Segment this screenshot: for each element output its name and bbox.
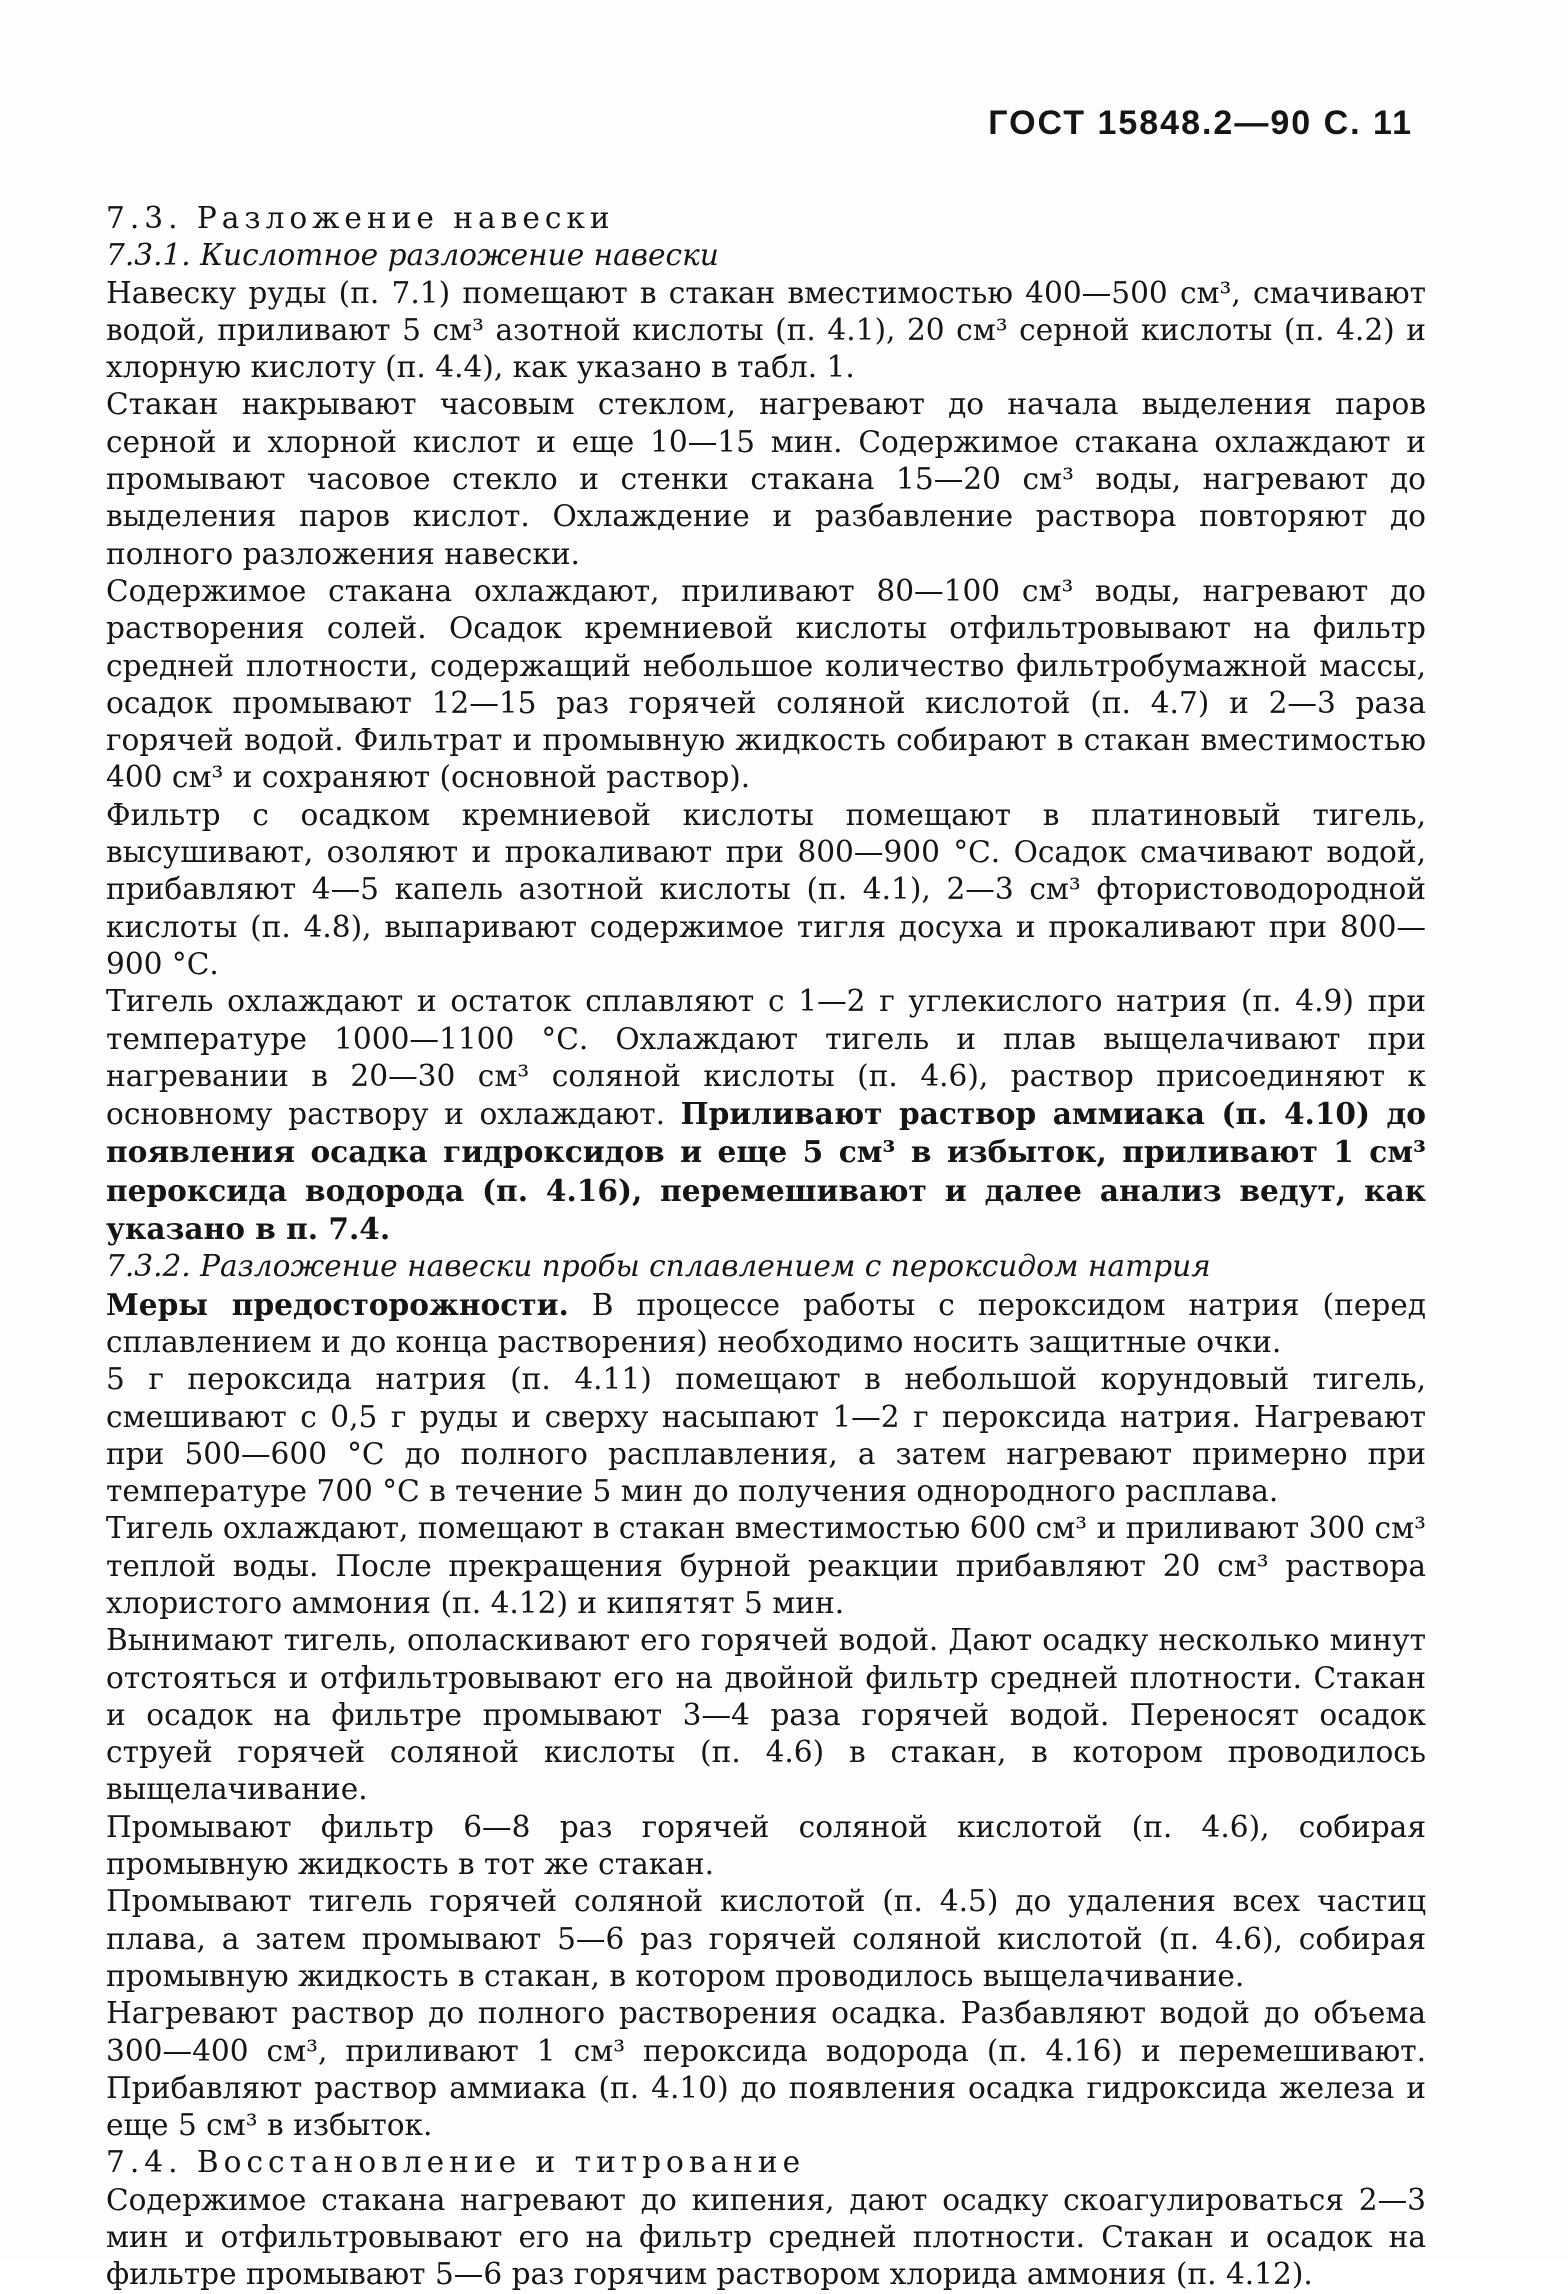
- paragraph-7: 5 г пероксида натрия (п. 4.11) помещают в небольшой корундовый тигель, смешивают с 0,5 г руды и сверху насыпают 1—2 г пероксида натрия. Нагревают при 500—600 °С до полного расплавления, а затем нагревают примерно при температуре 700 °С в течение 5 мин до получения однородного расплава.: [106, 1362, 1426, 1509]
- section-7-3-heading: 7.3. Разложение навески: [106, 201, 615, 235]
- paragraph-12: Нагревают раствор до полного растворения осадка. Разбавляют водой до объема 300—400 см³, приливают 1 см³ пероксида водорода (п. 4.16) и перемешивают. Прибавляют раствор аммиака (п. 4.10) до появления осадка гидроксида железа и еще 5 см³ в избыток.: [106, 1996, 1426, 2143]
- page-header: ГОСТ 15848.2—90 С. 11: [988, 104, 1413, 142]
- safety-text: В процессе работы с пероксидом натрия (перед сплавлением и до конца растворения) необходимо носить защитные очки.: [106, 1287, 1427, 1359]
- section-7-4-heading: 7.4. Восстановление и титрование: [106, 2145, 806, 2180]
- paragraph-4: Фильтр с осадком кремниевой кислоты помещают в платиновый тигель, высушивают, озоляют и прокаливают при 800—900 °С. Осадок смачивают водой, прибавляют 4—5 капель азотной кислоты (п. 4.1), 2—3 см³ фтористоводородной кислоты (п. 4.8), выпаривают содержимое тигля досуха и прокаливают при 800—900 °С.: [106, 797, 1426, 981]
- paragraph-10: Промывают фильтр 6—8 раз горячей соляной кислотой (п. 4.6), собирая промывную жидкость в тот же стакан.: [106, 1809, 1426, 1882]
- paragraph-3: Содержимое стакана охлаждают, приливают 80—100 см³ воды, нагревают до растворения солей. Осадок кремниевой кислоты отфильтровывают на фильтр средней плотности, содержащий небольшое количество фильтробумажной массы, осадок промывают 12—15 раз горячей соляной кислотой (п. 4.7) и 2—3 раза горячей водой. Фильтрат и промывную жидкость собирают в стакан вместимостью 400 см³ и сохраняют (основной раствор).: [106, 573, 1426, 795]
- document-body: [106, 200, 1426, 2294]
- paragraph-11: Промывают тигель горячей соляной кислотой (п. 4.5) до удаления всех частиц плава, а затем промывают 5—6 раз горячей соляной кислотой (п. 4.6), собирая промывную жидкость в стакан, в котором проводилось выщелачивание.: [106, 1884, 1426, 1993]
- paragraph-8: Тигель охлаждают, помещают в стакан вместимостью 600 см³ и приливают 300 см³ теплой воды. После прекращения бурной реакции прибавляют 20 см³ раствора хлористого аммония (п. 4.12) и кипятят 5 мин.: [106, 1511, 1426, 1620]
- paragraph-safety: [106, 1286, 1426, 1362]
- paragraph-5-part-a: Тигель охлаждают и остаток сплавляют с 1—2 г углекислого натрия (п. 4.9) при температуре 1000—1100 °С. Охлаждают тигель и плав выщелачивают при нагревании в 20—30 см³ соляной кислоты (п. 4.6), раствор присоединяют к основному раствору и охлаждают.: [106, 984, 1426, 1132]
- paragraph-9: Вынимают тигель, ополаскивают его горячей водой. Дают осадку несколько минут отстояться и отфильтровывают его на двойной фильтр средней плотности. Стакан и осадок на фильтре промывают 3—4 раза горячей водой. Переносят осадок струей горячей соляной кислоты (п. 4.6) в стакан, в котором проводилось выщелачивание.: [106, 1623, 1426, 1807]
- paragraph-13: Содержимое стакана нагревают до кипения, дают осадку скоагулироваться 2—3 мин и отфильтровывают его на фильтр средней плотности. Стакан и осадок на фильтре промывают 5—6 раз горячим раствором хлорида аммония (п. 4.12).: [106, 2182, 1426, 2292]
- paragraph-5-part-b: Приливают раствор аммиака (п. 4.10) до появления осадка гидроксидов и еще 5 см³ в избыток, приливают 1 см³ пероксида водорода (п. 4.16), перемешивают и далее анализ ведут, как указано в п. 7.4.: [106, 1096, 1426, 1247]
- section-7-3-2-heading: 7.3.2. Разложение навески пробы сплавлением с пероксидом натрия: [106, 1249, 1211, 1284]
- section-7-3-1-heading: 7.3.1. Кислотное разложение навески: [106, 238, 719, 273]
- paragraph-1: Навеску руды (п. 7.1) помещают в стакан вместимостью 400—500 см³, смачивают водой, приливают 5 см³ азотной кислоты (п. 4.1), 20 см³ серной кислоты (п. 4.2) и хлорную кислоту (п. 4.4), как указано в табл. 1.: [106, 275, 1426, 385]
- paragraph-2: Стакан накрывают часовым стеклом, нагревают до начала выделения паров серной и хлорной кислот и еще 10—15 мин. Содержимое стакана охлаждают и промывают часовое стекло и стенки стакана 15—20 см³ воды, нагревают до выделения паров кислот. Охлаждение и разбавление раствора повторяют до полного разложения навески.: [106, 387, 1426, 571]
- safety-label: Меры предосторожности.: [106, 1286, 569, 1322]
- paragraph-5: [106, 983, 1426, 1248]
